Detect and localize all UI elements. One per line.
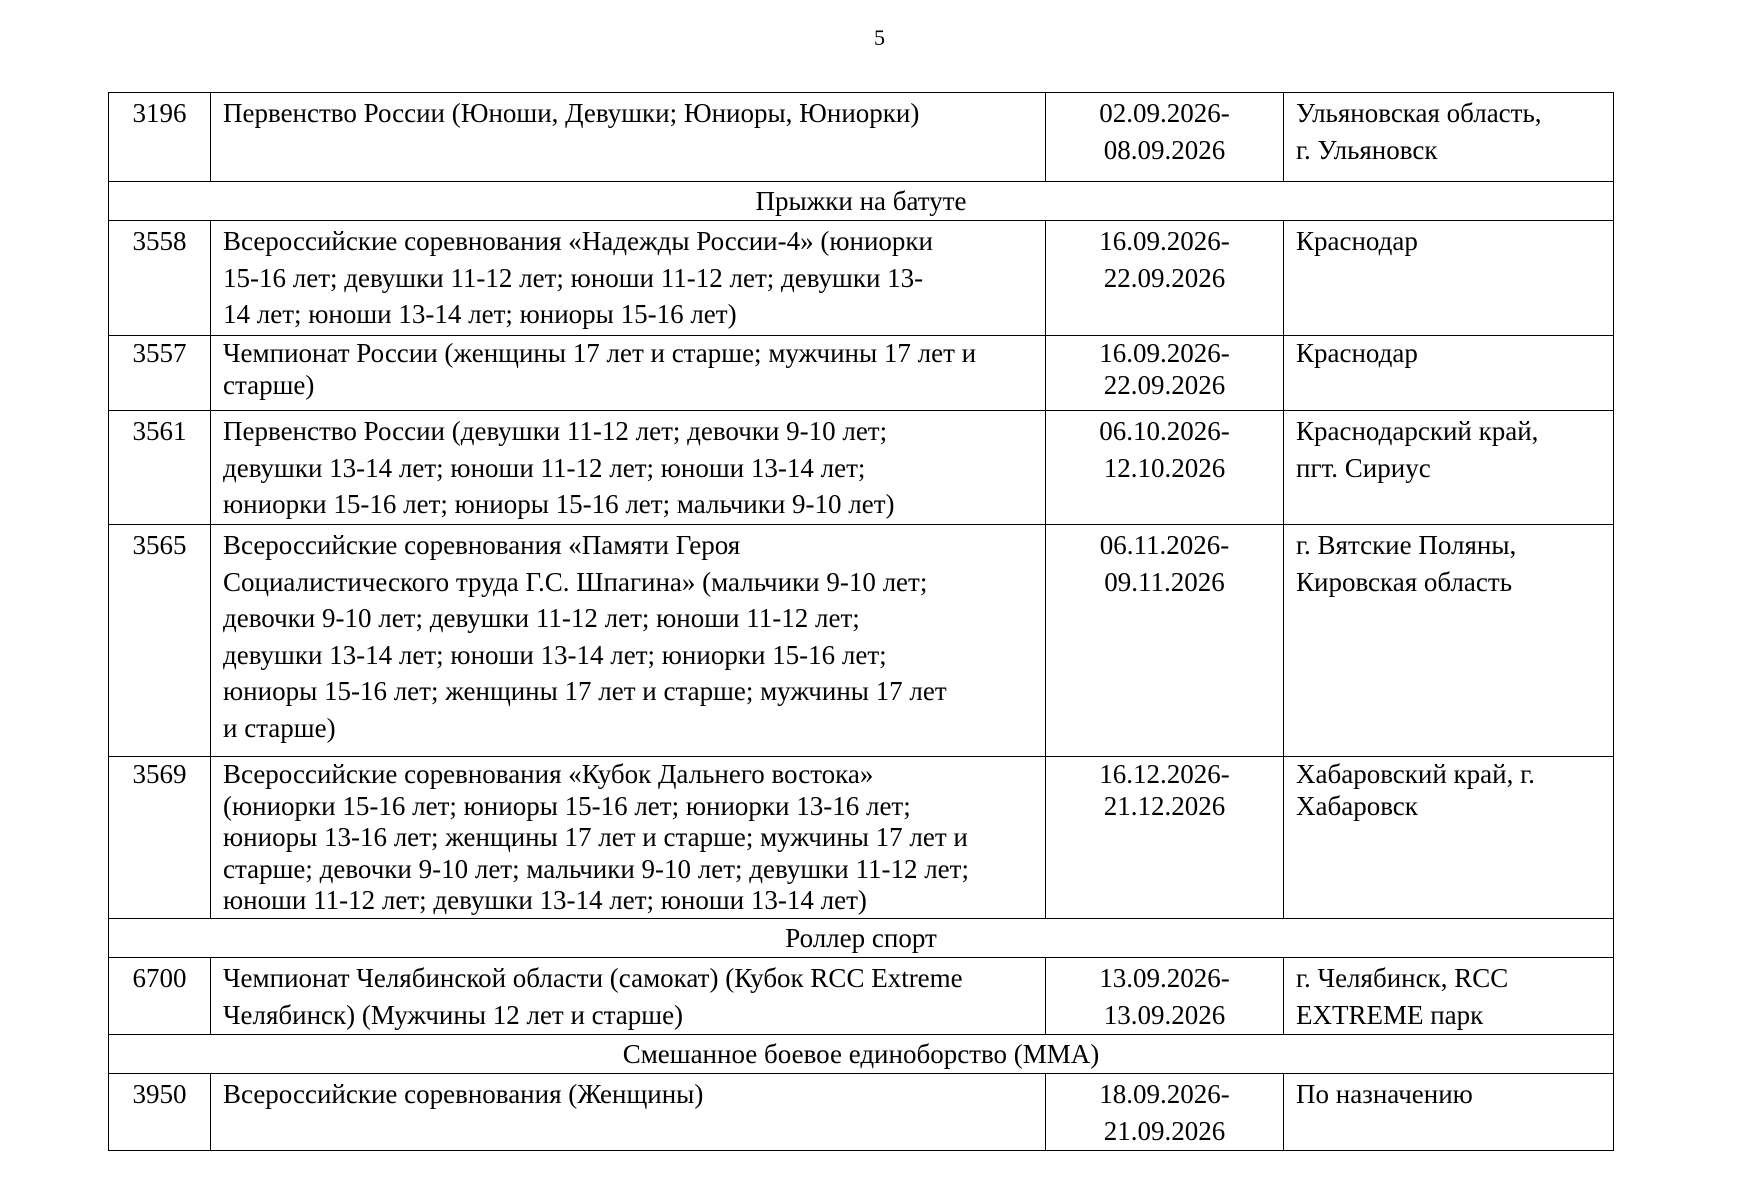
event-place: Краснодар (1284, 221, 1614, 336)
competition-table (108, 92, 1614, 1151)
event-place: Хабаровский край, г. Хабаровск (1284, 757, 1614, 919)
event-place: Краснодарский край, пгт. Сириус (1284, 411, 1614, 525)
event-place: По назначению (1284, 1074, 1614, 1151)
event-id: 3569 (109, 757, 211, 919)
section-row (109, 1035, 1614, 1074)
event-name: Всероссийские соревнования «Надежды России-4» (юниорки 15-16 лет; девушки 11-12 лет; юноши 11-12 лет; девушки 13- 14 лет; юноши 13-14 лет; юниоры 15-16 лет) (211, 221, 1046, 336)
event-dates: 02.09.2026- 08.09.2026 (1046, 93, 1284, 182)
table-row (109, 1074, 1614, 1151)
table-row (109, 958, 1614, 1035)
event-id: 3196 (109, 93, 211, 182)
event-place: Краснодар (1284, 336, 1614, 411)
event-dates: 18.09.2026- 21.09.2026 (1046, 1074, 1284, 1151)
event-name: Чемпионат Челябинской области (самокат) (Кубок RCC Extreme Челябинск) (Мужчины 12 лет и старше) (211, 958, 1046, 1035)
table-row (109, 411, 1614, 525)
event-id: 3565 (109, 525, 211, 757)
event-dates: 06.11.2026- 09.11.2026 (1046, 525, 1284, 757)
event-id: 3558 (109, 221, 211, 336)
section-title: Смешанное боевое единоборство (ММА) (109, 1035, 1614, 1074)
section-title: Роллер спорт (109, 919, 1614, 958)
event-id: 3950 (109, 1074, 211, 1151)
page-number: 5 (874, 25, 885, 50)
event-id: 6700 (109, 958, 211, 1035)
event-dates: 16.09.2026- 22.09.2026 (1046, 336, 1284, 411)
event-dates: 16.12.2026- 21.12.2026 (1046, 757, 1284, 919)
table-row (109, 336, 1614, 411)
event-name: Всероссийские соревнования (Женщины) (211, 1074, 1046, 1151)
event-place: г. Вятские Поляны, Кировская область (1284, 525, 1614, 757)
event-id: 3557 (109, 336, 211, 411)
event-name: Всероссийские соревнования «Кубок Дальнего востока» (юниорки 15-16 лет; юниоры 15-16 лет; юниорки 13-16 лет; юниоры 13-16 лет; женщины 17 лет и старше; мужчины 17 лет и старше; девочки 9-10 лет; мальчики 9-10 лет; девушки 11-12 лет; юноши 11-12 лет; девушки 13-14 лет; юноши 13-14 лет) (211, 757, 1046, 919)
event-dates: 16.09.2026- 22.09.2026 (1046, 221, 1284, 336)
event-dates: 13.09.2026- 13.09.2026 (1046, 958, 1284, 1035)
section-row (109, 182, 1614, 221)
event-name: Первенство России (Юноши, Девушки; Юниоры, Юниорки) (211, 93, 1046, 182)
event-dates: 06.10.2026- 12.10.2026 (1046, 411, 1284, 525)
table-row (109, 525, 1614, 757)
section-row (109, 919, 1614, 958)
event-place: г. Челябинск, RCC EXTREME парк (1284, 958, 1614, 1035)
section-title: Прыжки на батуте (109, 182, 1614, 221)
table-row (109, 757, 1614, 919)
table-row (109, 221, 1614, 336)
event-place: Ульяновская область, г. Ульяновск (1284, 93, 1614, 182)
event-name: Всероссийские соревнования «Памяти Героя Социалистического труда Г.С. Шпагина» (мальчики 9-10 лет; девочки 9-10 лет; девушки 11-12 лет; юноши 11-12 лет; девушки 13-14 лет; юноши 13-14 лет; юниорки 15-16 лет; юниоры 15-16 лет; женщины 17 лет и старше; мужчины 17 лет и старше) (211, 525, 1046, 757)
table-row (109, 93, 1614, 182)
event-name: Первенство России (девушки 11-12 лет; девочки 9-10 лет; девушки 13-14 лет; юноши 11-12 лет; юноши 13-14 лет; юниорки 15-16 лет; юниоры 15-16 лет; мальчики 9-10 лет) (211, 411, 1046, 525)
event-id: 3561 (109, 411, 211, 525)
event-name: Чемпионат России (женщины 17 лет и старше; мужчины 17 лет и старше) (211, 336, 1046, 411)
